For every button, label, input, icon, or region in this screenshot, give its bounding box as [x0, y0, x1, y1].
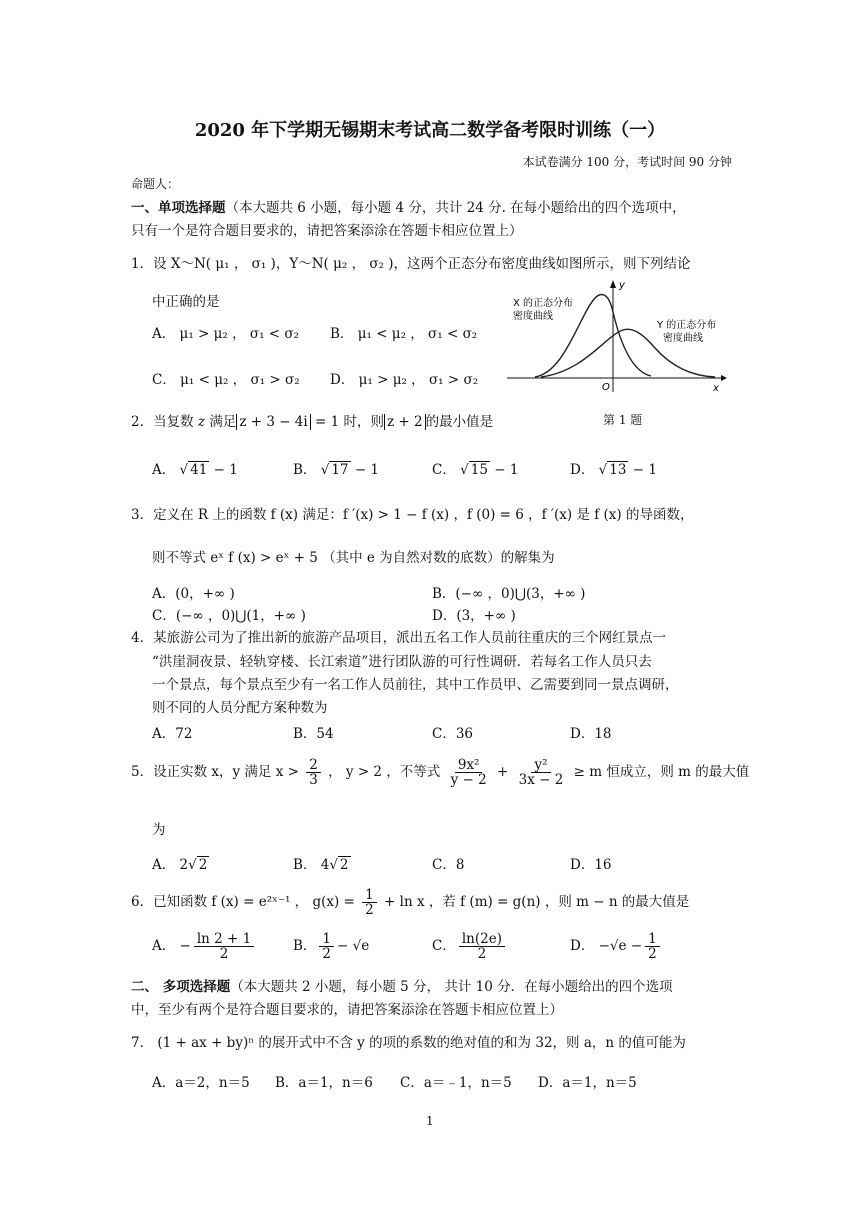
q6-d-fraction [645, 932, 660, 961]
question-4-stem: 4．某旅游公司为了推出新的旅游产品项目，派出五名工作人员前往重庆的三个网红景点一 [131, 630, 667, 646]
q6-pre: 6．已知函数 f (x) = e²ˣ⁻¹ ， g(x) = [131, 894, 355, 911]
q6-b-numerator: 1 [319, 932, 334, 947]
q5-f3-numerator: y² [531, 758, 550, 773]
x-axis-arrow [721, 375, 727, 381]
question-3-stem: 3．定义在 R 上的函数 f (x) 满足：f ′(x) > 1 − f (x) ，f (0) = 6 ，f ′(x) 是 f (x) 的导函数， [131, 507, 694, 523]
q6-a-fraction [194, 932, 254, 961]
q5-a-radicand: 2 [198, 857, 208, 873]
page-number: 1 [426, 1114, 434, 1128]
q2-mid2: = 1 时，则 [315, 414, 384, 430]
section2-instructions-2: 中，至少有两个是符合题目要求的，请把答案添涂在答题卡相应位置上） [131, 1002, 563, 1018]
page-title: 2020 年下学期无锡期末考试高二数学备考限时训练（一） [194, 120, 666, 141]
question-2-option-d: D． √ 13 − 1 [570, 462, 657, 478]
y-curve-label-2: 密度曲线 [663, 333, 703, 344]
question-3-stem-2: 则不等式 eˣ f (x) > eˣ + 5 （其中 e 为自然对数的底数）的解集为 [152, 550, 555, 566]
question-4-stem-3: 一个景点，每个景点至少有一名工作人员前往，其中工作员甲、乙需要到同一景点调研， [152, 677, 679, 693]
q6-c-fraction [459, 932, 505, 961]
q2-d-radicand: 13 [609, 462, 627, 478]
question-7-option-d: D．a＝1，n＝5 [538, 1075, 637, 1091]
q6-g-denominator: 2 [365, 902, 374, 919]
x-curve-label-2: 密度曲线 [513, 311, 553, 322]
q5-f3-denominator: 3x − 2 [518, 772, 564, 789]
q6-g-numerator: 1 [362, 888, 377, 903]
q2-d-label: D． [570, 462, 595, 478]
q2-mid1: 满足 [209, 414, 237, 430]
question-4-stem-2: “洪崖洞夜景、轻轨穿楼、长江索道”进行团队游的可行性调研．若每名工作人员只去 [152, 654, 652, 670]
q6-b-denominator: 2 [322, 946, 332, 963]
question-2-stem [131, 410, 493, 430]
question-7-option-b: B．a＝1，n＝6 [275, 1075, 373, 1091]
q2-b-tail: − 1 [354, 462, 380, 478]
normal-distribution-figure [505, 276, 730, 394]
question-6-stem [131, 888, 689, 917]
question-4-option-d: D．18 [570, 726, 612, 742]
q5-b-radicand: 2 [339, 857, 349, 873]
section1-heading: 一、单项选择题 [131, 200, 226, 216]
question-1-option-d: D． μ₁ > μ₂ ， σ₁ > σ₂ [330, 372, 479, 388]
q6-b-label: B． [293, 938, 317, 955]
y-axis-arrow [610, 280, 616, 288]
question-5-option-b: B． 4√ 2 [293, 857, 349, 873]
q6-a-denominator: 2 [219, 946, 229, 963]
section1-instructions-1: （本大题共 6 小题，每小题 4 分，共计 24 分. 在每小题给出的四个选项中， [225, 200, 686, 216]
section1-instructions-2: 只有一个是符合题目要求的，请把答案添涂在答题卡相应位置上） [131, 223, 523, 239]
q6-d-numerator: 1 [645, 932, 660, 947]
question-1-stem: 1．设 X～N( μ₁ ， σ₁ )，Y～N( μ₂ ， σ₂ )，这两个正态分布密度曲线如图所示，则下列结论 [131, 256, 691, 272]
section2-intro [131, 975, 673, 995]
q5-plus: + [497, 764, 509, 781]
q6-b-tail: − √e [337, 938, 370, 955]
q2-z: z [197, 414, 206, 430]
figure-1-caption: 第 1 题 [603, 413, 643, 427]
q5-f2-denominator: y − 2 [450, 772, 487, 789]
y-axis-label: y [619, 280, 625, 291]
question-4-option-b: B．54 [293, 726, 334, 742]
section2-instructions-1: （本大题共 2 小题，每小题 5 分， 共计 10 分．在每小题给出的四个选项 [230, 979, 673, 995]
x-axis-label: x [713, 383, 719, 394]
question-5-option-a: A． 2√ 2 [152, 857, 208, 873]
q6-g-fraction [362, 888, 377, 917]
q6-d-label: D． −√e − [570, 938, 643, 955]
question-5-option-c: C．8 [432, 857, 465, 873]
question-2-option-c: C． √ 15 − 1 [432, 462, 519, 478]
q2-a-radicand: 41 [190, 462, 208, 478]
q5-post: ≥ m 恒成立，则 m 的最大值 [573, 764, 750, 781]
section1-intro [131, 196, 686, 216]
question-6-option-a [152, 932, 257, 961]
question-6-option-b [293, 932, 369, 961]
question-4-stem-4: 则不同的人员分配方案种数为 [152, 700, 328, 716]
q6-c-denominator: 2 [477, 946, 487, 963]
question-7-stem: 7． (1 + ax + by)ⁿ 的展开式中不含 y 的项的系数的绝对值的和为 32，则 a，n 的值可能为 [131, 1035, 686, 1051]
question-7-option-a: A．a＝2，n＝5 [152, 1075, 250, 1091]
question-1-option-c: C． μ₁ < μ₂ ， σ₁ > σ₂ [152, 372, 300, 388]
q2-b-label: B． [293, 462, 317, 478]
question-2-option-b: B． √ 17 − 1 [293, 462, 380, 478]
question-6-option-c [432, 932, 508, 961]
question-3-option-b: B．(−∞ ，0)⋃(3，+∞ ) [432, 586, 586, 602]
question-4-option-c: C．36 [432, 726, 474, 742]
q6-c-label: C． [432, 938, 456, 955]
origin-label: O [602, 382, 610, 393]
q5-fraction-1 [306, 758, 321, 787]
question-3-option-a: A．(0，+∞ ) [152, 586, 235, 602]
q6-a-numerator: ln 2 + 1 [194, 932, 254, 947]
q5-fraction-3 [516, 758, 567, 787]
q5-f2-numerator: 9x² [455, 758, 483, 773]
question-1-option-a: A． μ₁ > μ₂ ， σ₁ < σ₂ [152, 326, 300, 342]
q2-c-label: C． [432, 462, 456, 478]
q2-a-tail: − 1 [213, 462, 238, 478]
q5-f1-numerator: 2 [306, 758, 321, 773]
q5-a-label: A． 2 [152, 857, 189, 873]
q6-post: + ln x ，若 f (m) = g(n) ，则 m − n 的最大值是 [384, 894, 690, 911]
q5-mid: ， y > 2 ，不等式 [328, 764, 441, 781]
q6-b-fraction [319, 932, 334, 961]
question-3-option-d: D．(3，+∞ ) [432, 608, 516, 624]
x-curve-label-1: X 的正态分布 [513, 298, 574, 309]
q2-c-radicand: 15 [470, 462, 488, 478]
section2-heading: 二、 多项选择题 [131, 979, 231, 995]
q5-f1-denominator: 3 [309, 772, 318, 789]
question-1-option-b: B． μ₁ < μ₂ ， σ₁ < σ₂ [330, 326, 478, 342]
question-2-option-a: A． √ 41 − 1 [152, 462, 238, 478]
q2-post: 的最小值是 [425, 414, 494, 430]
y-curve-label-1: Y 的正态分布 [657, 320, 717, 331]
question-5-option-d: D．16 [570, 857, 612, 873]
question-6-option-d [570, 932, 663, 961]
q2-a-label: A． [152, 462, 176, 478]
question-3-option-c: C．(−∞ ，0)⋃(1，+∞ ) [152, 608, 306, 624]
q6-c-numerator: ln(2e) [459, 932, 505, 947]
q2-abs2: z + 2 [384, 414, 426, 430]
question-1-stem-2: 中正确的是 [152, 294, 220, 310]
q6-d-denominator: 2 [648, 946, 657, 963]
question-5-stem-2: 为 [152, 822, 166, 838]
q2-pre: 2．当复数 [131, 414, 194, 430]
q2-abs1: z + 3 − 4i [236, 414, 310, 430]
q5-fraction-2 [448, 758, 490, 787]
question-7-option-c: C．a＝﹣1，n＝5 [400, 1075, 512, 1091]
q5-pre: 5．设正实数 x，y 满足 x > [131, 764, 299, 781]
q6-a-label: A． − [152, 938, 191, 955]
q2-b-radicand: 17 [331, 462, 349, 478]
exam-info: 本试卷满分 100 分，考试时间 90 分钟 [522, 155, 732, 169]
q2-c-tail: − 1 [494, 462, 519, 478]
question-5-stem [131, 758, 749, 787]
q2-d-tail: − 1 [632, 462, 657, 478]
author-line: 命题人： [131, 177, 180, 191]
question-4-option-a: A．72 [152, 726, 193, 742]
q5-b-label: B． 4 [293, 857, 330, 873]
